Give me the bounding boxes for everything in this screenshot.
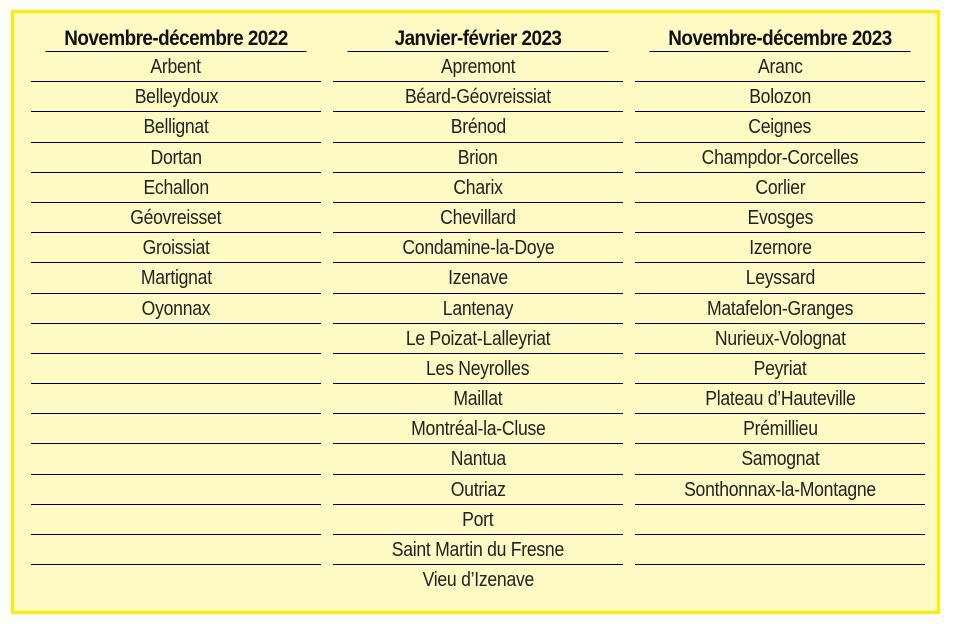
commune-cell <box>333 294 623 324</box>
commune-cell <box>333 475 623 505</box>
commune-name: Izernore <box>748 237 812 260</box>
commune-cell <box>333 233 623 263</box>
commune-name: Ceignes <box>748 116 812 139</box>
commune-name: Béard-Géovreissiat <box>405 86 551 109</box>
commune-name: Chevillard <box>440 206 516 229</box>
column-jan-feb-2023 <box>333 13 623 595</box>
commune-name: Aranc <box>757 56 803 78</box>
commune-cell <box>635 173 925 203</box>
column-header: Novembre-décembre 2023 <box>650 13 911 52</box>
commune-cell <box>635 52 925 82</box>
commune-name: Plateau d’Hauteville <box>704 388 856 411</box>
column-header: Novembre-décembre 2022 <box>46 13 307 52</box>
commune-name: Corlier <box>755 176 805 199</box>
commune-name: Vieu d’Izenave <box>422 569 534 592</box>
commune-name: Oyonnax <box>141 297 211 320</box>
commune-cell <box>635 233 925 263</box>
commune-name: Les Neyrolles <box>426 357 530 380</box>
commune-name: Sonthonnax-la-Montagne <box>684 478 876 501</box>
empty-cell <box>635 505 925 535</box>
commune-cell <box>31 233 321 263</box>
commune-cell <box>333 565 623 595</box>
empty-cell <box>31 324 321 354</box>
column-header: Janvier-février 2023 <box>348 13 609 52</box>
commune-name: Groissiat <box>142 237 210 260</box>
empty-cell <box>31 414 321 444</box>
empty-cell <box>31 444 321 474</box>
commune-name: Géovreisset <box>130 206 222 229</box>
commune-name: Bolozon <box>749 86 811 109</box>
commune-cell <box>333 203 623 233</box>
column-rows <box>31 52 321 565</box>
commune-name: Charix <box>453 176 503 199</box>
commune-cell <box>333 444 623 474</box>
commune-name: Brénod <box>450 116 506 139</box>
commune-cell <box>31 143 321 173</box>
commune-cell <box>635 143 925 173</box>
commune-name: Saint Martin du Fresne <box>391 539 565 561</box>
commune-cell <box>635 263 925 293</box>
commune-cell <box>635 203 925 233</box>
commune-name: Nurieux-Volognat <box>714 327 846 350</box>
commune-cell <box>333 112 623 142</box>
column-nov-dec-2022 <box>31 13 321 565</box>
commune-cell <box>333 324 623 354</box>
empty-cell <box>31 384 321 414</box>
commune-cell <box>635 324 925 354</box>
commune-cell <box>333 82 623 112</box>
commune-cell <box>635 414 925 444</box>
commune-name: Condamine-la-Doye <box>401 237 555 260</box>
commune-name: Brion <box>458 146 498 169</box>
empty-cell <box>31 535 321 565</box>
commune-cell <box>333 143 623 173</box>
commune-name: Maillat <box>453 388 503 411</box>
column-rows <box>635 52 925 565</box>
commune-name: Apremont <box>440 56 516 78</box>
empty-cell <box>31 475 321 505</box>
commune-name: Evosges <box>747 206 813 229</box>
commune-cell <box>635 475 925 505</box>
commune-cell <box>31 173 321 203</box>
commune-name: Samognat <box>740 448 820 471</box>
commune-name: Prémillieu <box>742 418 818 441</box>
column-nov-dec-2023 <box>635 13 925 565</box>
commune-cell <box>31 52 321 82</box>
commune-cell <box>635 112 925 142</box>
commune-name: Nantua <box>450 448 506 471</box>
commune-cell <box>31 82 321 112</box>
commune-cell <box>31 112 321 142</box>
empty-cell <box>31 505 321 535</box>
empty-cell <box>31 354 321 384</box>
commune-name: Outriaz <box>450 478 506 501</box>
commune-cell <box>31 294 321 324</box>
commune-name: Martignat <box>140 267 212 290</box>
commune-cell <box>635 444 925 474</box>
commune-name: Izenave <box>448 267 508 290</box>
column-rows <box>333 52 623 595</box>
commune-cell <box>333 52 623 82</box>
commune-name: Echallon <box>143 176 209 199</box>
commune-cell <box>333 263 623 293</box>
commune-name: Lantenay <box>442 297 514 320</box>
commune-cell <box>635 294 925 324</box>
commune-cell <box>333 384 623 414</box>
commune-cell <box>635 82 925 112</box>
commune-cell <box>635 354 925 384</box>
commune-name: Montréal-la-Cluse <box>410 418 546 441</box>
commune-name: Port <box>462 508 494 531</box>
commune-name: Champdor-Corcelles <box>701 146 859 169</box>
commune-name: Leyssard <box>745 267 815 290</box>
commune-cell <box>31 203 321 233</box>
commune-name: Matafelon-Granges <box>706 297 854 320</box>
commune-name: Peyriat <box>753 357 807 380</box>
commune-cell <box>635 384 925 414</box>
commune-name: Belleydoux <box>134 86 218 109</box>
commune-cell <box>31 263 321 293</box>
commune-cell <box>333 535 623 565</box>
commune-name: Le Poizat-Lalleyriat <box>405 327 551 350</box>
commune-name: Dortan <box>150 146 202 169</box>
commune-name: Arbent <box>150 56 202 78</box>
commune-cell <box>333 354 623 384</box>
commune-cell <box>333 505 623 535</box>
commune-cell <box>333 173 623 203</box>
schedule-table <box>11 10 940 614</box>
commune-cell <box>333 414 623 444</box>
empty-cell <box>635 535 925 565</box>
commune-name: Bellignat <box>143 116 209 139</box>
